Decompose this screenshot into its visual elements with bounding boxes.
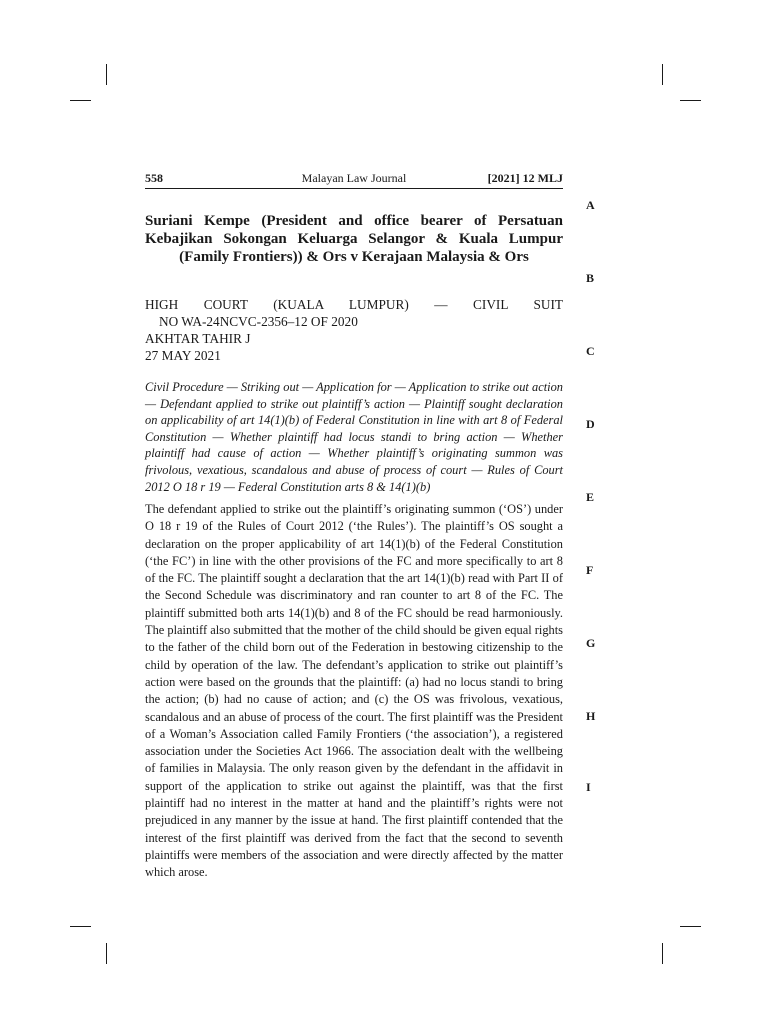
running-header xyxy=(145,170,563,186)
header-rule xyxy=(145,188,563,189)
court-line: HIGH COURT (KUALA LUMPUR) — CIVIL SUIT xyxy=(145,297,563,312)
catchwords: Civil Procedure — Striking out — Application for — Application to strike out action — Defendant applied to strike out plaintiff’s action — Plaintiff sought declaration on applicability of art 14(1)(b) of Federal Constitution in line with art 8 of Federal Constitution — Whether plaintiff had locus standi to bring action — Whether plaintiff had cause of action — Whether plaintiff’s originating summon was frivolous, vexatious, scandalous and abuse of process of court — Rules of Court 2012 O 18 r 19 — Federal Constitution arts 8 & 14(1)(b) xyxy=(145,380,563,494)
crop-mark-top-right-horizontal xyxy=(680,100,701,101)
margin-letter-e: E xyxy=(586,490,595,504)
margin-letter-c: C xyxy=(586,344,595,358)
margin-letter-g: G xyxy=(586,636,596,650)
margin-letter-d: D xyxy=(586,417,595,431)
margin-letter-i: I xyxy=(586,780,591,794)
margin-letter-a: A xyxy=(586,198,595,212)
judgment-date: 27 MAY 2021 xyxy=(145,348,221,363)
crop-mark-bottom-left-vertical xyxy=(106,943,107,964)
crop-mark-bottom-right-horizontal xyxy=(680,926,701,927)
crop-mark-top-left-horizontal xyxy=(70,100,91,101)
headnote-paragraph: The defendant applied to strike out the plaintiff’s originating summon (‘OS’) under O 18 r 19 of the Rules of Court 2012 (‘the Rules’). The plaintiff’s OS sought a declaration on the proper applicability of art 14(1)(b) of the Federal Constitution (‘the FC’) in line with the other provisions of the FC and more specifically to art 8 of the FC. The plaintiff sought a declaration that the art 14(1)(b) read with Part II of the Second Schedule was discriminatory and ran counter to art 8 of the FC. The plaintiff submitted both arts 14(1)(b) and 8 of the FC should be read harmoniously. The plaintiff also submitted that the mother of the child should be given equal rights to the father of the child born out of the Federation in bestowing citizenship to the child by operation of the law. The defendant’s application to strike out plaintiff’s action were based on the grounds that the plaintiff: (a) had no locus standi to bring the action; (b) had no cause of action; and (c) the OS was frivolous, vexatious, scandalous and an abuse of process of the court. The first plaintiff was the President of a Woman’s Association called Family Frontiers (‘the association’), a registered association under the Societies Act 1966. The association dealt with the wellbeing of families in Malaysia. The only reason given by the defendant in the affidavit in support of the application to strike out against the plaintiff, was that the first plaintiff had no interest in the matter at hand and the plaintiff’s rights were not prejudiced in any manner by the issue at hand. The first plaintiff contended that the interest of the first plaintiff was derived from the fact that the second to seventh plaintiffs were members of the association and were directly affected by the matter which arose. xyxy=(145,502,563,880)
case-title: Suriani Kempe (President and office bearer of Persatuan Kebajikan Sokongan Keluarga Selangor & Kuala Lumpur (Family Frontiers)) & Ors v Kerajaan Malaysia & Ors xyxy=(145,213,563,265)
crop-mark-top-left-vertical xyxy=(106,64,107,85)
judge-name: AKHTAR TAHIR J xyxy=(145,331,251,346)
margin-letter-b: B xyxy=(586,271,595,285)
suit-number: NO WA-24NCVC-2356–12 OF 2020 xyxy=(159,314,358,329)
margin-letter-f: F xyxy=(586,563,594,577)
crop-mark-bottom-left-horizontal xyxy=(70,926,91,927)
crop-mark-bottom-right-vertical xyxy=(662,943,663,964)
citation: [2021] 12 MLJ xyxy=(487,171,563,185)
journal-name: Malayan Law Journal xyxy=(301,171,407,185)
court-details xyxy=(145,296,563,364)
crop-mark-top-right-vertical xyxy=(662,64,663,85)
page-number: 558 xyxy=(145,171,163,185)
margin-letter-h: H xyxy=(586,709,596,723)
